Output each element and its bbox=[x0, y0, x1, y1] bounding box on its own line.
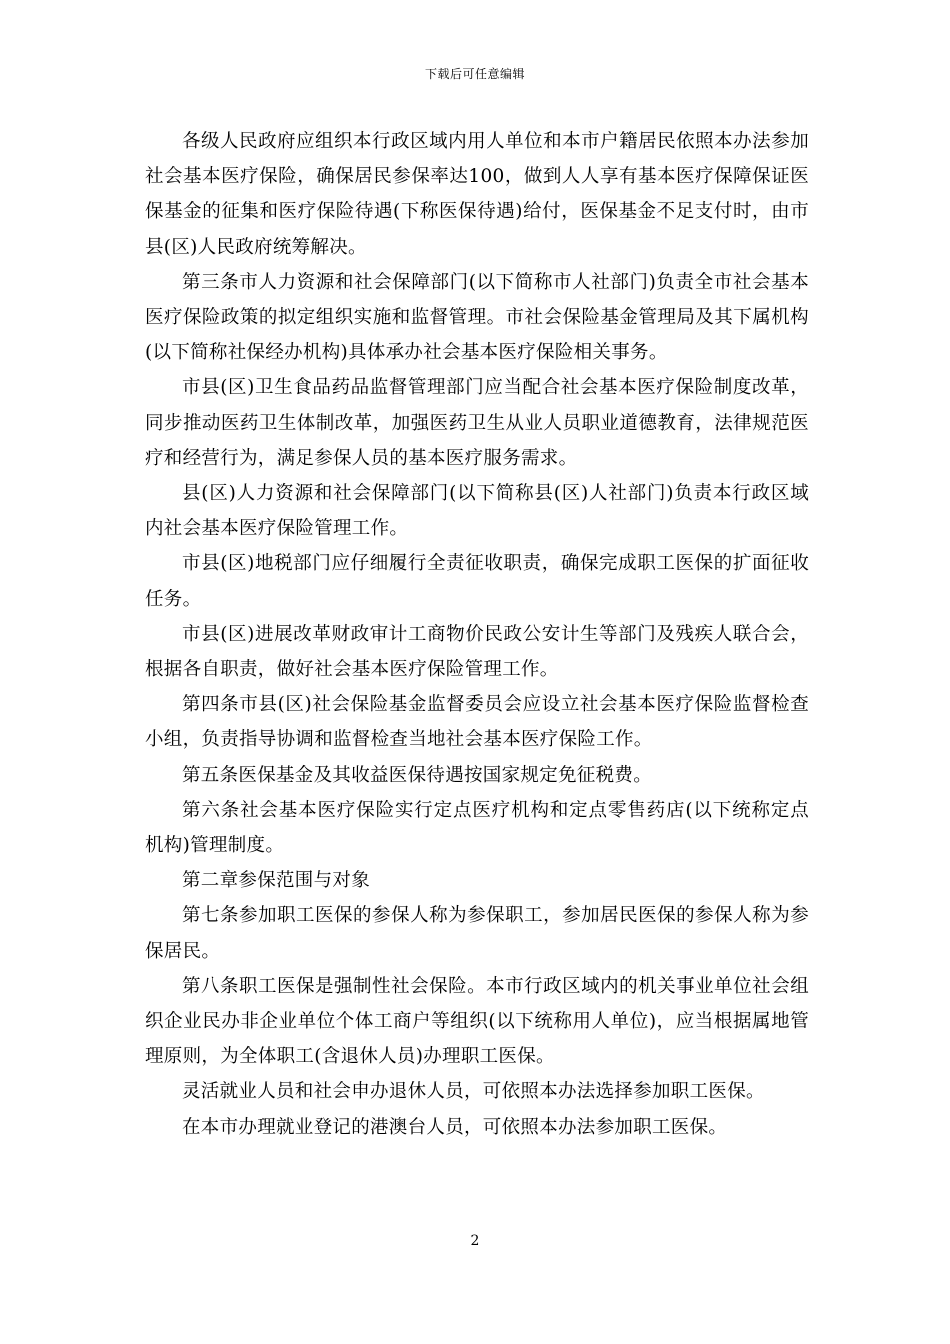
paragraph: 市县(区)进展改革财政审计工商物价民政公安计生等部门及残疾人联合会，根据各自职责，做好社会基本医疗保险管理工作。 bbox=[145, 623, 809, 681]
paragraph: 在本市办理就业登记的港澳台人员，可依照本办法参加职工医保。 bbox=[182, 1116, 728, 1138]
paragraph: 第七条参加职工医保的参保人称为参保职工，参加居民医保的参保人称为参保居民。 bbox=[145, 905, 809, 962]
paragraph: 第三条市人力资源和社会保障部门(以下简称市人社部门)负责全市社会基本医疗保险政策的拟定组织实施和监督管理。市社会保险基金管理局及其下属机构(以下简称社保经办机构)具体承办社会基本医疗保险相关事务。 bbox=[145, 271, 809, 364]
paragraph: 第六条社会基本医疗保险实行定点医疗机构和定点零售药店(以下统称定点机构)管理制度。 bbox=[145, 799, 809, 857]
paragraph: 灵活就业人员和社会申办退休人员，可依照本办法选择参加职工医保。 bbox=[182, 1081, 765, 1103]
page-header: 下载后可任意编辑 bbox=[424, 67, 525, 81]
paragraph: 各级人民政府应组织本行政区域内用人单位和本市户籍居民依照本办法参加社会基本医疗保险，确保居民参保率达100，做到人人享有基本医疗保障保证医保基金的征集和医疗保险待遇(下称医保待遇)给付，医保基金不足支付时，由市县(区)人民政府统筹解决。 bbox=[145, 131, 809, 258]
paragraph: 市县(区)卫生食品药品监督管理部门应当配合社会基本医疗保险制度改革，同步推动医药卫生体制改革，加强医药卫生从业人员职业道德教育，法律规范医疗和经营行为，满足参保人员的基本医疗服务需求。 bbox=[145, 377, 809, 469]
paragraph: 第五条医保基金及其收益医保待遇按国家规定免征税费。 bbox=[182, 764, 653, 786]
paragraph: 市县(区)地税部门应仔细履行全责征收职责，确保完成职工医保的扩面征收任务。 bbox=[145, 553, 809, 610]
paragraph: 县(区)人力资源和社会保障部门(以下简称县(区)人社部门)负责本行政区域内社会基本医疗保险管理工作。 bbox=[145, 483, 809, 540]
paragraph: 第四条市县(区)社会保险基金监督委员会应设立社会基本医疗保险监督检查小组，负责指导协调和监督检查当地社会基本医疗保险工作。 bbox=[145, 694, 809, 751]
document-body bbox=[145, 124, 809, 1145]
paragraph: 第八条职工医保是强制性社会保险。本市行政区域内的机关事业单位社会组织企业民办非企业单位个体工商户等组织(以下统称用人单位)，应当根据属地管理原则，为全体职工(含退休人员)办理职工医保。 bbox=[145, 975, 809, 1068]
page-number: 2 bbox=[470, 1233, 480, 1249]
chapter-heading: 第二章参保范围与对象 bbox=[182, 870, 371, 892]
